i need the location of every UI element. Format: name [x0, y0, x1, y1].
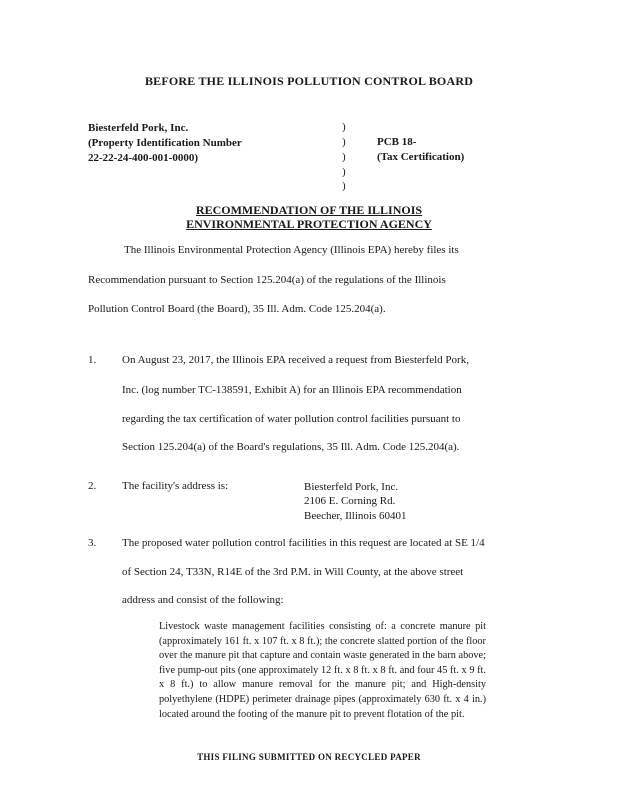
- facility-description-block: Livestock waste management facilities consisting of: a concrete manure pit (approximately 161 ft. x 107 ft. x 8 ft.); the concrete slatted portion of the floor over the manure pit that capture and contain waste generated in the barn above; five pump-out pits (one approximately 12 ft. x 8 ft. x 8 ft. and four 45 ft. x 9 ft. x 8 ft.) to allow manure removal for the manure pit; and High-density polyethylene (HDPE) perimeter drainage pipes (approximately 630 ft. x 4 in.) located around the footing of the manure pit to prevent flotation of the pit.: [159, 621, 486, 720]
- facility-address-line: 2106 E. Corning Rd.: [304, 495, 396, 507]
- facility-address-line: Biesterfeld Pork, Inc.: [304, 481, 399, 493]
- intro-line: The Illinois Environmental Protection Agency (Illinois EPA) hereby files its: [124, 244, 459, 256]
- caption-paren: ): [342, 166, 346, 178]
- item-line: of Section 24, T33N, R14E of the 3rd P.M. in Will County, at the above street: [122, 566, 464, 578]
- party-name: Biesterfeld Pork, Inc.: [88, 122, 189, 134]
- item-line: regarding the tax certification of water pollution control facilities pursuant to: [122, 413, 461, 425]
- caption-paren: ): [342, 151, 346, 163]
- case-type: (Tax Certification): [377, 151, 465, 163]
- item-line: The facility's address is:: [122, 480, 229, 492]
- caption-paren: ): [342, 180, 346, 192]
- item-line: Section 125.204(a) of the Board's regulations, 35 Ill. Adm. Code 125.204(a).: [122, 441, 460, 453]
- case-number: PCB 18-: [377, 136, 417, 148]
- item-line: The proposed water pollution control facilities in this request are located at SE 1/4: [122, 537, 485, 549]
- caption-paren: ): [342, 136, 346, 148]
- item-number: 3.: [88, 537, 97, 549]
- recycled-paper-footer: THIS FILING SUBMITTED ON RECYCLED PAPER: [197, 752, 421, 762]
- caption-paren: ): [342, 121, 346, 133]
- item-line: Inc. (log number TC-138591, Exhibit A) for an Illinois EPA recommendation: [122, 384, 462, 396]
- item-line: On August 23, 2017, the Illinois EPA received a request from Biesterfeld Pork,: [122, 354, 469, 366]
- property-id-number: 22-22-24-400-001-0000): [88, 152, 198, 164]
- board-title: BEFORE THE ILLINOIS POLLUTION CONTROL BOARD: [144, 74, 474, 88]
- recommendation-title-line1: RECOMMENDATION OF THE ILLINOIS: [195, 203, 423, 217]
- property-id-label: (Property Identification Number: [88, 137, 242, 149]
- facility-address-line: Beecher, Illinois 60401: [304, 510, 407, 522]
- recommendation-title-line2: ENVIRONMENTAL PROTECTION AGENCY: [186, 217, 432, 231]
- intro-line: Recommendation pursuant to Section 125.204(a) of the regulations of the Illinois: [88, 274, 446, 286]
- item-line: address and consist of the following:: [122, 594, 284, 606]
- item-number: 2.: [88, 480, 97, 492]
- intro-line: Pollution Control Board (the Board), 35 Ill. Adm. Code 125.204(a).: [88, 303, 386, 315]
- item-number: 1.: [88, 354, 97, 366]
